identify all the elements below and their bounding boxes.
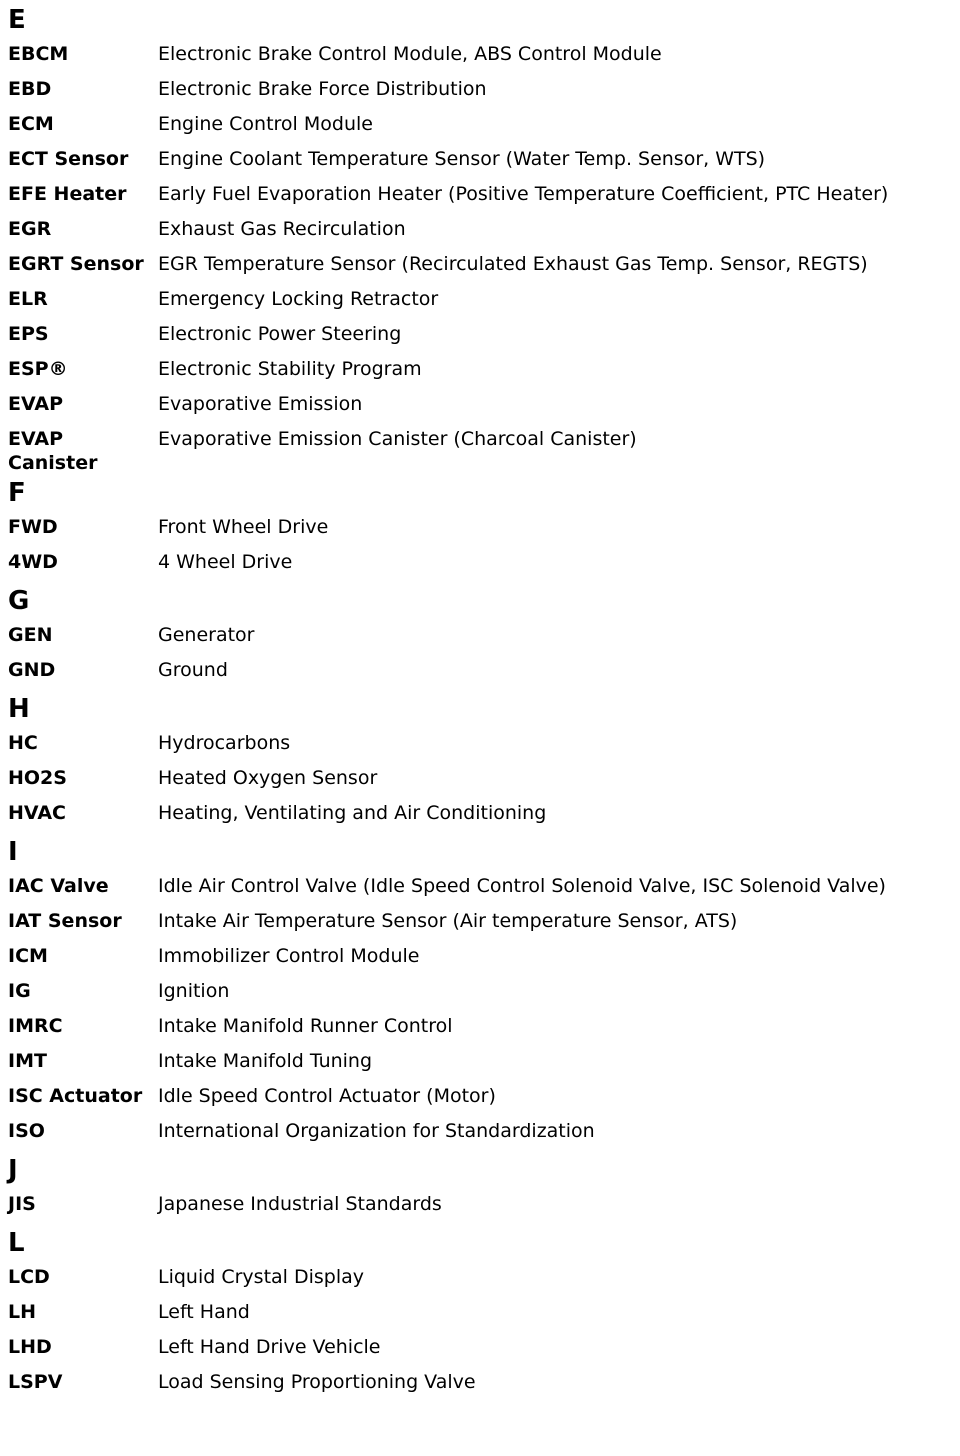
abbreviation-term: LSPV	[8, 1371, 63, 1393]
abbreviation-definition: Idle Air Control Valve (Idle Speed Control Solenoid Valve, ISC Solenoid Valve)	[158, 875, 886, 897]
abbreviation-definition: Hydrocarbons	[158, 732, 291, 754]
glossary-entry	[8, 1080, 956, 1115]
abbreviation-term: 4WD	[8, 551, 58, 573]
abbreviation-term: EFE Heater	[8, 183, 127, 205]
abbreviation-definition: 4 Wheel Drive	[158, 551, 293, 573]
abbreviation-definition: Left Hand	[158, 1301, 250, 1323]
glossary-section	[8, 1223, 956, 1401]
abbreviation-definition: Evaporative Emission Canister (Charcoal Canister)	[158, 428, 637, 450]
section-letter-heading: F	[8, 478, 26, 508]
abbreviation-term: LH	[8, 1301, 37, 1323]
abbreviation-term: ECT Sensor	[8, 148, 129, 170]
glossary-entry	[8, 388, 956, 423]
glossary-entry	[8, 108, 956, 143]
glossary-entry	[8, 1188, 956, 1223]
abbreviation-term: EPS	[8, 323, 49, 345]
glossary-entry	[8, 38, 956, 73]
glossary-entry	[8, 178, 956, 213]
glossary-entry	[8, 1331, 956, 1366]
section-letter-heading: J	[8, 1155, 18, 1185]
abbreviation-term: EBCM	[8, 43, 69, 65]
abbreviation-term: HO2S	[8, 767, 67, 789]
abbreviation-term: IMRC	[8, 1015, 63, 1037]
abbreviation-term: FWD	[8, 516, 58, 538]
abbreviation-definition: Japanese Industrial Standards	[158, 1193, 442, 1215]
abbreviation-term: ELR	[8, 288, 48, 310]
section-letter-heading: I	[8, 837, 18, 867]
glossary-entry	[8, 762, 956, 797]
abbreviation-term: EVAP Canister	[8, 428, 98, 474]
abbreviation-definition: Ignition	[158, 980, 230, 1002]
abbreviation-definition: Electronic Power Steering	[158, 323, 402, 345]
glossary-entry	[8, 727, 956, 762]
glossary-entry	[8, 1045, 956, 1080]
section-letter-heading: E	[8, 5, 26, 35]
abbreviation-term: LHD	[8, 1336, 52, 1358]
glossary-entry	[8, 1010, 956, 1045]
glossary-entry	[8, 73, 956, 108]
glossary-entry	[8, 546, 956, 581]
abbreviation-term: EGR	[8, 218, 52, 240]
glossary-entry	[8, 975, 956, 1010]
abbreviation-term: ICM	[8, 945, 48, 967]
glossary-entry	[8, 511, 956, 546]
abbreviation-term: GND	[8, 659, 56, 681]
abbreviation-term: IAT Sensor	[8, 910, 122, 932]
abbreviation-term: EGRT Sensor	[8, 253, 144, 275]
abbreviation-definition: Evaporative Emission	[158, 393, 363, 415]
abbreviation-definition: Emergency Locking Retractor	[158, 288, 439, 310]
abbreviation-term: ECM	[8, 113, 54, 135]
glossary-section	[8, 4, 956, 473]
abbreviation-definition: Front Wheel Drive	[158, 516, 329, 538]
abbreviation-definition: Electronic Brake Control Module, ABS Control Module	[158, 43, 662, 65]
glossary-entry	[8, 797, 956, 832]
abbreviation-term: EVAP	[8, 393, 64, 415]
glossary-entry	[8, 619, 956, 654]
glossary-entry	[8, 143, 956, 178]
abbreviation-term: IMT	[8, 1050, 47, 1072]
glossary-entry	[8, 283, 956, 318]
section-letter-heading: G	[8, 586, 30, 616]
abbreviation-definition: EGR Temperature Sensor (Recirculated Exhaust Gas Temp. Sensor, REGTS)	[158, 253, 868, 275]
glossary-entry	[8, 940, 956, 975]
abbreviation-definition: Intake Manifold Runner Control	[158, 1015, 453, 1037]
glossary-entry	[8, 905, 956, 940]
glossary-section	[8, 689, 956, 832]
abbreviation-definition: Immobilizer Control Module	[158, 945, 420, 967]
glossary-entry	[8, 654, 956, 689]
abbreviation-definition: Ground	[158, 659, 228, 681]
glossary-entry	[8, 248, 956, 283]
glossary-entry	[8, 1366, 956, 1401]
glossary-section	[8, 473, 956, 581]
abbreviation-definition: Heating, Ventilating and Air Conditioning	[158, 802, 547, 824]
glossary-section	[8, 581, 956, 689]
abbreviation-term: HC	[8, 732, 38, 754]
abbreviation-glossary	[8, 4, 956, 1401]
glossary-entry	[8, 1115, 956, 1150]
abbreviation-definition: Liquid Crystal Display	[158, 1266, 365, 1288]
abbreviation-definition: Idle Speed Control Actuator (Motor)	[158, 1085, 496, 1107]
abbreviation-definition: Heated Oxygen Sensor	[158, 767, 378, 789]
abbreviation-term: IG	[8, 980, 31, 1002]
glossary-entry	[8, 870, 956, 905]
abbreviation-definition: Engine Control Module	[158, 113, 373, 135]
glossary-section	[8, 1150, 956, 1223]
abbreviation-term: JIS	[8, 1193, 36, 1215]
glossary-entry	[8, 1296, 956, 1331]
abbreviation-definition: Early Fuel Evaporation Heater (Positive Temperature Coefficient, PTC Heater)	[158, 183, 889, 205]
section-letter-heading: L	[8, 1228, 25, 1258]
abbreviation-term: ISO	[8, 1120, 45, 1142]
abbreviation-definition: Intake Air Temperature Sensor (Air temperature Sensor, ATS)	[158, 910, 738, 932]
abbreviation-definition: International Organization for Standardization	[158, 1120, 595, 1142]
abbreviation-term: IAC Valve	[8, 875, 109, 897]
abbreviation-definition: Load Sensing Proportioning Valve	[158, 1371, 476, 1393]
abbreviation-term: ESP®	[8, 358, 68, 380]
glossary-entry	[8, 423, 956, 473]
abbreviation-term: GEN	[8, 624, 53, 646]
abbreviation-definition: Intake Manifold Tuning	[158, 1050, 373, 1072]
abbreviation-definition: Engine Coolant Temperature Sensor (Water Temp. Sensor, WTS)	[158, 148, 766, 170]
abbreviation-term: HVAC	[8, 802, 66, 824]
abbreviation-term: EBD	[8, 78, 52, 100]
abbreviation-definition: Exhaust Gas Recirculation	[158, 218, 406, 240]
abbreviation-definition: Generator	[158, 624, 255, 646]
abbreviation-definition: Left Hand Drive Vehicle	[158, 1336, 381, 1358]
abbreviation-term: ISC Actuator	[8, 1085, 143, 1107]
glossary-entry	[8, 353, 956, 388]
section-letter-heading: H	[8, 694, 30, 724]
abbreviation-definition: Electronic Brake Force Distribution	[158, 78, 487, 100]
glossary-section	[8, 832, 956, 1150]
glossary-entry	[8, 318, 956, 353]
abbreviation-term: LCD	[8, 1266, 50, 1288]
abbreviation-definition: Electronic Stability Program	[158, 358, 422, 380]
glossary-entry	[8, 1261, 956, 1296]
glossary-entry	[8, 213, 956, 248]
